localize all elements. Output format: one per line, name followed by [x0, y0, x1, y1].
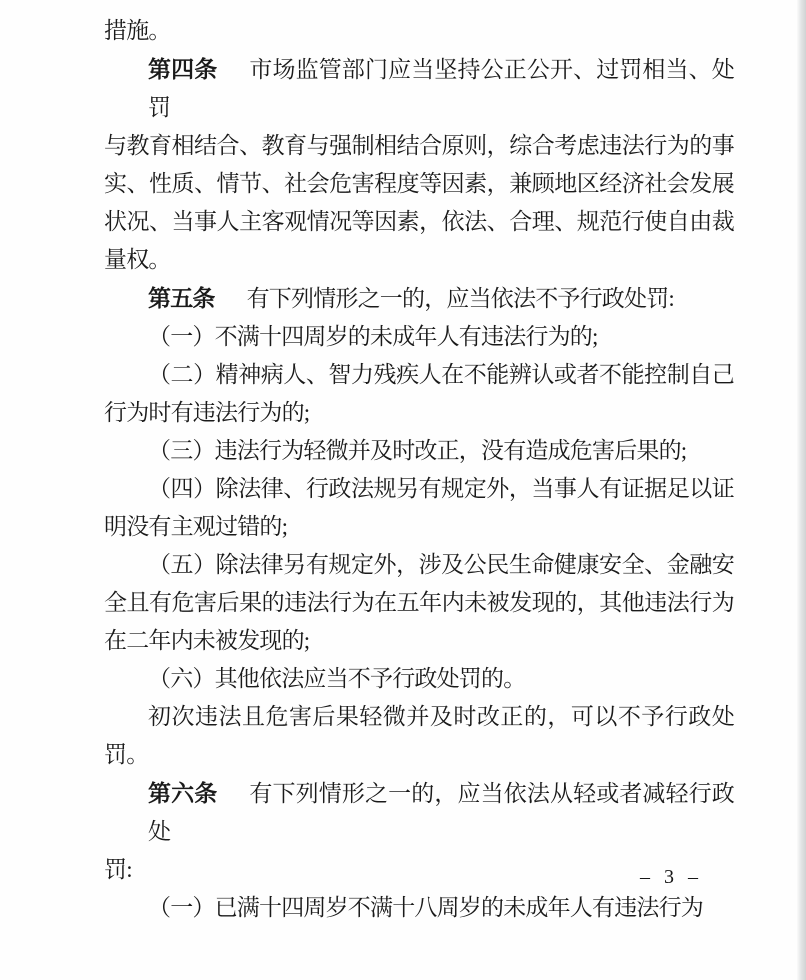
- text-line: [104, 432, 734, 470]
- text-line: [104, 584, 734, 622]
- text-line: [104, 546, 734, 584]
- line-text: 措施。: [104, 18, 171, 43]
- text-line: [104, 508, 734, 546]
- line-text: （六）其他依法应当不予行政处罚的。: [148, 666, 526, 691]
- line-text: （一）不满十四周岁的未成年人有违法行为的;: [148, 324, 598, 349]
- line-text: 量权。: [104, 247, 171, 272]
- line-text: （五）除法律另有规定外，涉及公民生命健康安全、金融安: [148, 552, 734, 577]
- line-text: 在二年内未被发现的;: [104, 628, 310, 653]
- article-heading-line: [104, 50, 734, 127]
- line-text: 状况、当事人主客观情况等因素，依法、合理、规范行使自由裁: [104, 209, 734, 234]
- line-text: 全且有危害后果的违法行为在五年内未被发现的，其他违法行为: [104, 590, 734, 615]
- line-text: 有下列情形之一的，应当依法不予行政处罚:: [246, 286, 674, 311]
- text-line: [104, 660, 734, 698]
- line-text: 明没有主观过错的;: [104, 514, 288, 539]
- line-text: 有下列情形之一的，应当依法从轻或者减轻行政处: [148, 781, 734, 844]
- text-line: [104, 356, 734, 394]
- line-text: 实、性质、情节、社会危害程度等因素，兼顾地区经济社会发展: [104, 171, 734, 196]
- scan-artifact-right-edge: [797, 0, 806, 980]
- text-line: [104, 127, 734, 165]
- line-text: 罚:: [104, 857, 132, 882]
- text-line: [104, 241, 734, 279]
- text-line: [104, 318, 734, 356]
- article-heading-line: [104, 774, 734, 851]
- scan-artifact-left-edge: [0, 0, 4, 980]
- article-heading-line: [104, 279, 734, 318]
- text-line: [104, 622, 734, 660]
- line-text: 罚。: [104, 742, 149, 767]
- line-text: 行为时有违法行为的;: [104, 400, 310, 425]
- text-line: [104, 394, 734, 432]
- line-text: （一）已满十四周岁不满十八周岁的未成年人有违法行为: [148, 895, 704, 920]
- text-line: [104, 889, 734, 927]
- article-number-bold: 第五条: [148, 285, 215, 311]
- text-line: [104, 165, 734, 203]
- text-line: [104, 470, 734, 508]
- article-number-bold: 第四条: [148, 56, 218, 82]
- text-line: [104, 203, 734, 241]
- text-line: [104, 12, 734, 50]
- text-line: [104, 736, 734, 774]
- page-number: – 3 –: [640, 866, 700, 888]
- line-text: 市场监管部门应当坚持公正公开、过罚相当、处罚: [148, 57, 734, 120]
- text-line: [104, 698, 734, 736]
- line-text: （二）精神病人、智力残疾人在不能辨认或者不能控制自己: [148, 362, 734, 387]
- article-number-bold: 第六条: [148, 780, 218, 806]
- line-text: （四）除法律、行政法规另有规定外，当事人有证据足以证: [148, 476, 734, 501]
- document-body: [104, 12, 734, 927]
- line-text: 与教育相结合、教育与强制相结合原则，综合考虑违法行为的事: [104, 133, 734, 158]
- line-text: 初次违法且危害后果轻微并及时改正的，可以不予行政处: [148, 704, 734, 729]
- line-text: （三）违法行为轻微并及时改正，没有造成危害后果的;: [148, 438, 687, 463]
